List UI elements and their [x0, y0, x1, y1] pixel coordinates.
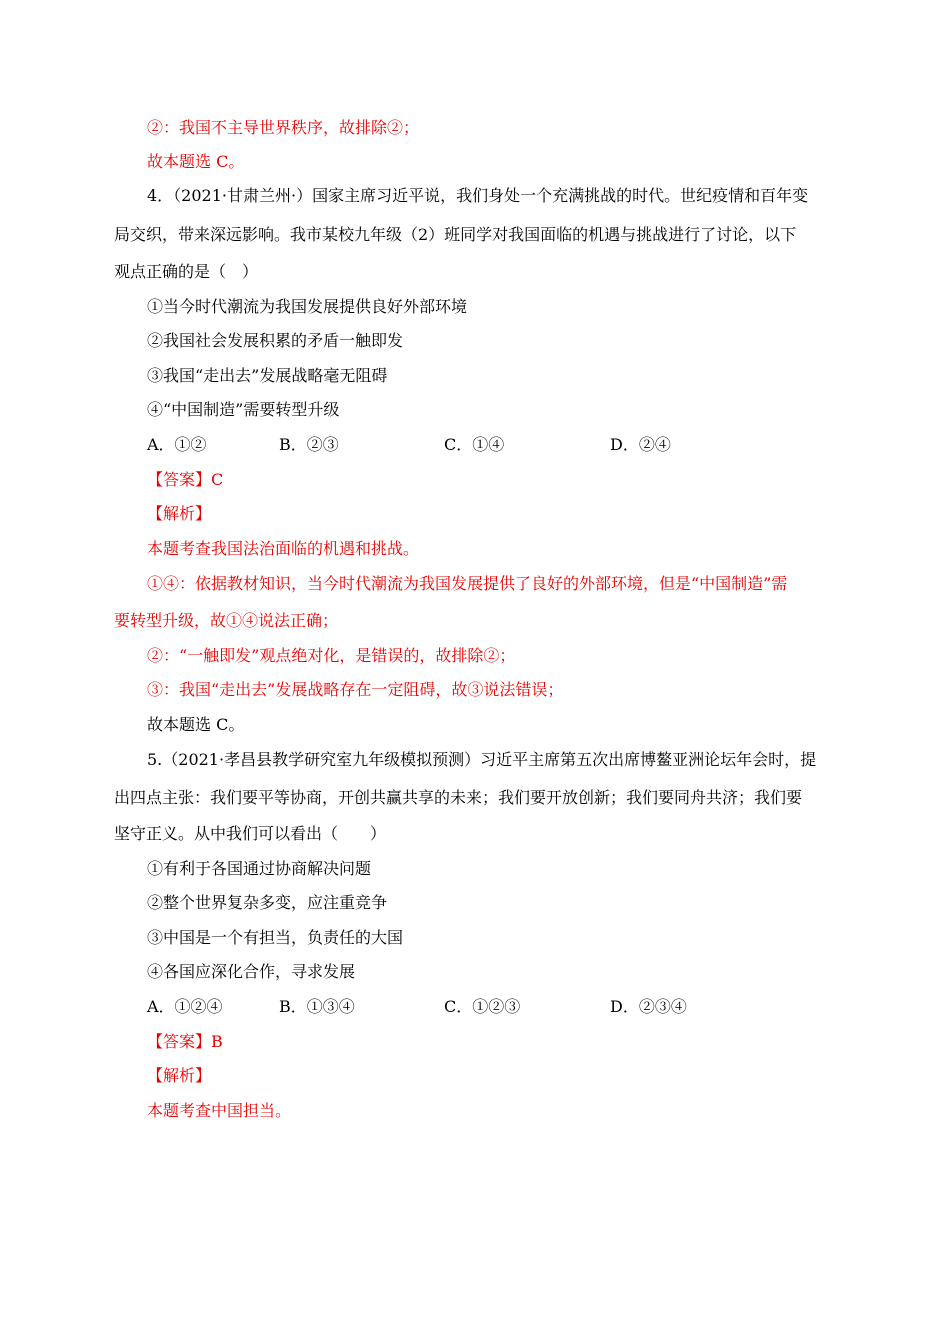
q4-option-b: B．②③ [279, 435, 339, 454]
q4-analysis-line-1: 本题考查我国法治面临的机遇和挑战。 [147, 539, 420, 558]
q5-option-b: B．①③④ [279, 997, 355, 1016]
q4-analysis-line-5: ③：我国“走出去”发展战略存在一定阻碍，故③说法错误； [147, 680, 564, 699]
q5-stem-line-1: 5.（2021·孝昌县教学研究室九年级模拟预测）习近平主席第五次出席博鳌亚洲论坛年会时，提 [147, 750, 817, 769]
q4-statement-2: ②我国社会发展积累的矛盾一触即发 [147, 331, 404, 350]
q4-option-d: D．②④ [610, 435, 671, 454]
prev-analysis-line: ②：我国不主导世界秩序，故排除②； [147, 118, 420, 137]
q5-statement-3: ③中国是一个有担当，负责任的大国 [147, 928, 404, 947]
prev-conclusion: 故本题选 C。 [147, 152, 245, 171]
q5-analysis-line-1: 本题考查中国担当。 [147, 1101, 292, 1120]
q5-analysis-label: 【解析】 [147, 1066, 212, 1085]
q4-stem-line-3: 观点正确的是（ ） [114, 262, 259, 281]
q5-stem-line-2: 出四点主张：我们要平等协商，开创共赢共享的未来；我们要开放创新；我们要同舟共济；我们要 [114, 788, 803, 807]
q5-statement-4: ④各国应深化合作，寻求发展 [147, 962, 356, 981]
q5-statement-1: ①有利于各国通过协商解决问题 [147, 859, 372, 878]
q5-statement-2: ②整个世界复杂多变，应注重竞争 [147, 893, 388, 912]
q4-analysis-line-3: 要转型升级，故①④说法正确； [114, 611, 339, 630]
q4-answer: 【答案】C [147, 470, 224, 489]
q4-statement-1: ①当今时代潮流为我国发展提供良好外部环境 [147, 297, 468, 316]
q4-analysis-line-4: ②：“一触即发”观点绝对化，是错误的，故排除②； [147, 646, 516, 665]
q4-analysis-line-2: ①④：依据教材知识，当今时代潮流为我国发展提供了良好的外部环境，但是“中国制造”需 [147, 574, 788, 593]
q4-stem-line-1: 4．（2021·甘肃兰州·）国家主席习近平说，我们身处一个充满挑战的时代。世纪疫情和百年变 [147, 186, 809, 205]
q4-analysis-label: 【解析】 [147, 504, 212, 523]
q4-option-c: C．①④ [444, 435, 505, 454]
q5-stem-line-3: 坚守正义。从中我们可以看出（ ） [114, 824, 387, 843]
q4-conclusion: 故本题选 C。 [147, 715, 245, 734]
q5-option-d: D．②③④ [610, 997, 687, 1016]
q4-option-a: A．①② [147, 435, 207, 454]
q4-stem-line-2: 局交织，带来深远影响。我市某校九年级（2）班同学对我国面临的机遇与挑战进行了讨论，以下 [114, 225, 797, 244]
q4-statement-3: ③我国“走出去”发展战略毫无阻碍 [147, 366, 388, 385]
q5-answer: 【答案】B [147, 1032, 223, 1051]
q5-option-c: C．①②③ [444, 997, 521, 1016]
q4-statement-4: ④“中国制造”需要转型升级 [147, 400, 340, 419]
q5-option-a: A．①②④ [147, 997, 223, 1016]
